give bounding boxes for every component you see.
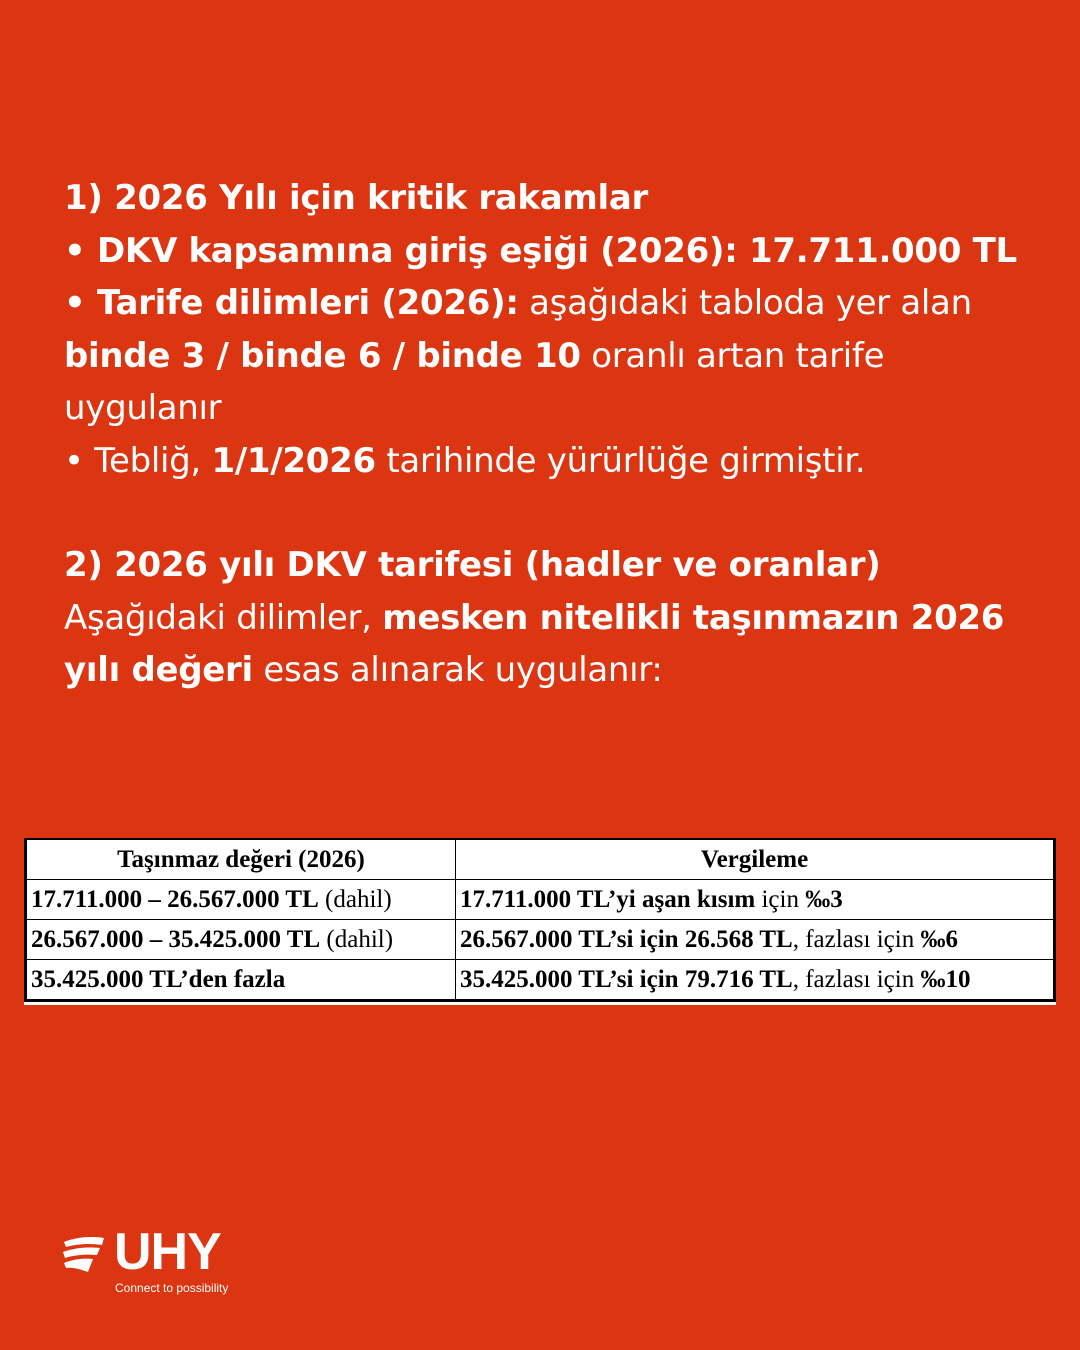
bullet-tariff-bold: • Tarife dilimleri (2026): bbox=[64, 283, 519, 323]
section2-bold: mesken nitelikli taşınmazın 2026 yılı değeri bbox=[64, 597, 1005, 690]
cell-tax-rate: ‰6 bbox=[920, 925, 958, 953]
section2-text1: Aşağıdaki dilimler, bbox=[64, 597, 383, 638]
tariff-table bbox=[24, 838, 1056, 1002]
logo-tagline: Connect to possibility bbox=[115, 1281, 229, 1295]
cell-range-bold: 17.711.000 – 26.567.000 TL bbox=[31, 885, 319, 913]
cell-range-note: (dahil) bbox=[318, 885, 392, 913]
main-content bbox=[64, 172, 1024, 697]
bullet-effective bbox=[64, 435, 1024, 488]
cell-tax-text: , fazlası için bbox=[792, 965, 921, 993]
cell-tax-bold: 17.711.000 TL’yi aşan kısım bbox=[460, 885, 756, 913]
bullet-tariff-text2: oranlı artan tarife uygulanır bbox=[64, 335, 885, 428]
cell-tax-bold: 35.425.000 TL’si için 79.716 TL bbox=[460, 965, 793, 993]
cell-range-bold: 35.425.000 TL’den fazla bbox=[31, 965, 286, 993]
header-taxation: Vergileme bbox=[456, 839, 1055, 880]
cell-range bbox=[26, 920, 456, 960]
cell-tax-text: için bbox=[755, 885, 806, 913]
bullet-effective-text2: tarihinde yürürlüğe girmiştir. bbox=[375, 440, 866, 481]
section2-heading: 2) 2026 yılı DKV tarifesi (hadler ve oranlar) bbox=[64, 545, 881, 585]
cell-tax bbox=[456, 880, 1055, 920]
cell-tax bbox=[456, 960, 1055, 1001]
bullet-tariff-rates: binde 3 / binde 6 / binde 10 bbox=[64, 335, 581, 376]
cell-tax-rate: ‰3 bbox=[805, 885, 843, 913]
cell-range bbox=[26, 880, 456, 920]
cell-tax-bold: 26.567.000 TL’si için 26.568 TL bbox=[460, 925, 793, 953]
table-header-row bbox=[26, 839, 1055, 880]
section2-text2: esas alınarak uygulanır: bbox=[252, 650, 663, 690]
bullet-threshold: • DKV kapsamına giriş eşiği (2026): 17.711.000 TL bbox=[64, 230, 1017, 271]
section2-text bbox=[64, 592, 1024, 697]
tariff-table-image bbox=[24, 838, 1056, 1005]
cell-tax bbox=[456, 920, 1055, 960]
uhy-logo-icon bbox=[62, 1236, 106, 1276]
uhy-logo bbox=[62, 1223, 262, 1298]
cell-range-bold: 26.567.000 – 35.425.000 TL bbox=[31, 925, 321, 953]
bullet-effective-text1: • Tebliğ, bbox=[64, 440, 212, 481]
cell-range bbox=[26, 960, 456, 1001]
section1-heading: 1) 2026 Yılı için kritik rakamlar bbox=[64, 178, 648, 218]
table-row bbox=[26, 880, 1055, 920]
bullet-tariff-text1: aşağıdaki tabloda yer alan bbox=[518, 283, 972, 323]
table-row bbox=[26, 920, 1055, 960]
logo-wordmark: UHY bbox=[114, 1223, 221, 1281]
bullet-effective-date: 1/1/2026 bbox=[211, 440, 376, 481]
cell-tax-rate: ‰10 bbox=[920, 965, 971, 993]
table-row bbox=[26, 960, 1055, 1001]
cell-tax-text: , fazlası için bbox=[792, 925, 921, 953]
bullet-tariff bbox=[64, 277, 1024, 435]
header-property-value: Taşınmaz değeri (2026) bbox=[26, 839, 456, 880]
cell-range-note: (dahil) bbox=[320, 925, 394, 953]
